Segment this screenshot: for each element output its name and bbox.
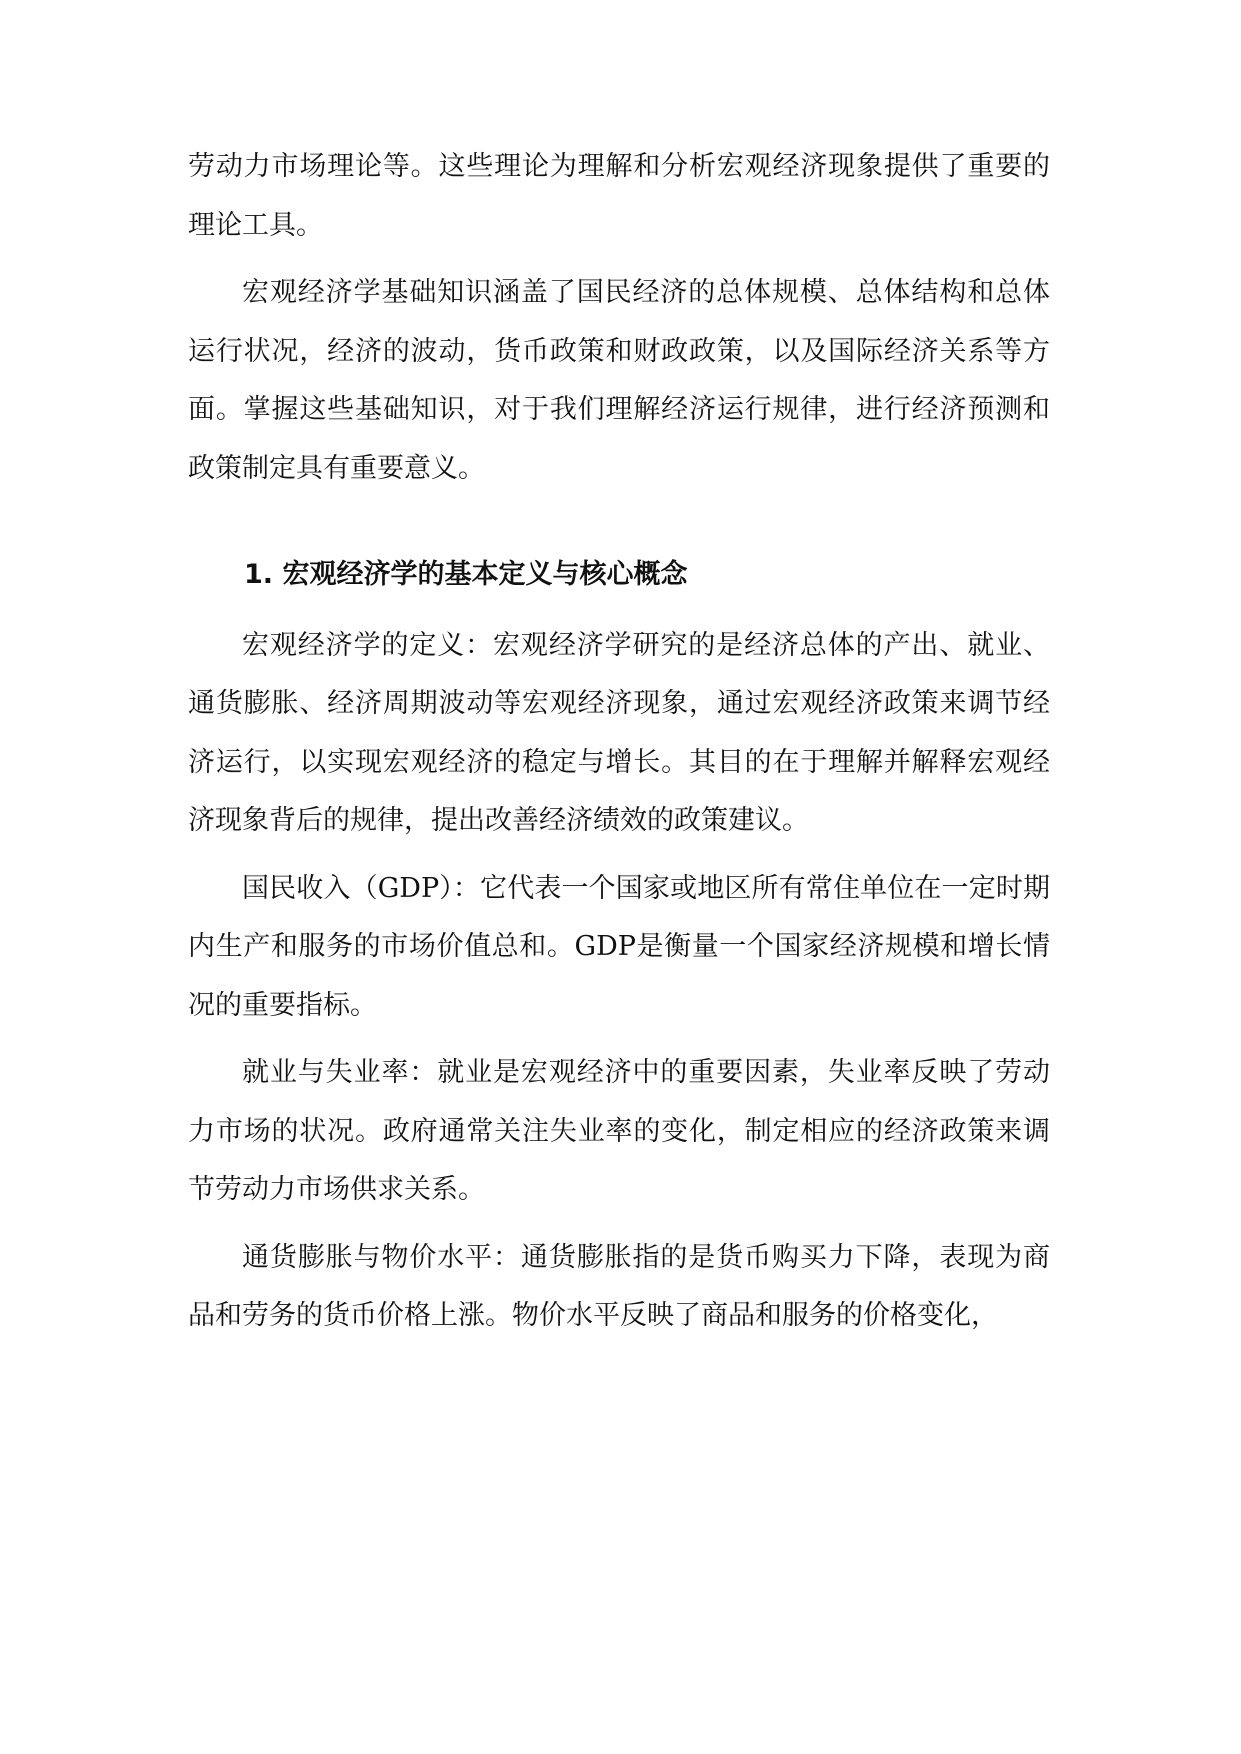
paragraph-gap [188, 1220, 1050, 1229]
paragraph-gap [188, 1035, 1050, 1044]
paragraph-overview: 宏观经济学基础知识涵盖了国民经济的总体规模、总体结构和总体运行状况，经济的波动，货币政策和财政政策，以及国际经济关系等方面。掌握这些基础知识，对于我们理解经济运行规律，进行经济预测和政策制定具有重要意义。 [188, 277, 1050, 484]
paragraph-employment: 就业与失业率：就业是宏观经济中的重要因素，失业率反映了劳动力市场的状况。政府通常关注失业率的变化，制定相应的经济政策来调节劳动力市场供求关系。 [188, 1057, 1050, 1205]
paragraph-gap [188, 255, 1050, 264]
paragraph-definition: 宏观经济学的定义：宏观经济学研究的是经济总体的产出、就业、通货膨胀、经济周期波动等宏观经济现象，通过宏观经济政策来调节经济运行，以实现宏观经济的稳定与增长。其目的在于理解并解释宏观经济现象背后的规律，提出改善经济绩效的政策建议。 [188, 629, 1050, 836]
paragraph-gap [188, 851, 1050, 860]
document-body [188, 138, 1050, 1346]
section-heading: 1. 宏观经济学的基本定义与核心概念 [244, 559, 688, 590]
paragraph-continued: 劳动力市场理论等。这些理论为理解和分析宏观经济现象提供了重要的理论工具。 [188, 151, 1050, 241]
paragraph-gdp: 国民收入（GDP）：它代表一个国家或地区所有常住单位在一定时期内生产和服务的市场价值总和。GDP是衡量一个国家经济规模和增长情况的重要指标。 [188, 872, 1050, 1021]
paragraph-inflation: 通货膨胀与物价水平：通货膨胀指的是货币购买力下降，表现为商品和劳务的货币价格上涨。物价水平反映了商品和服务的价格变化， [188, 1241, 1050, 1331]
